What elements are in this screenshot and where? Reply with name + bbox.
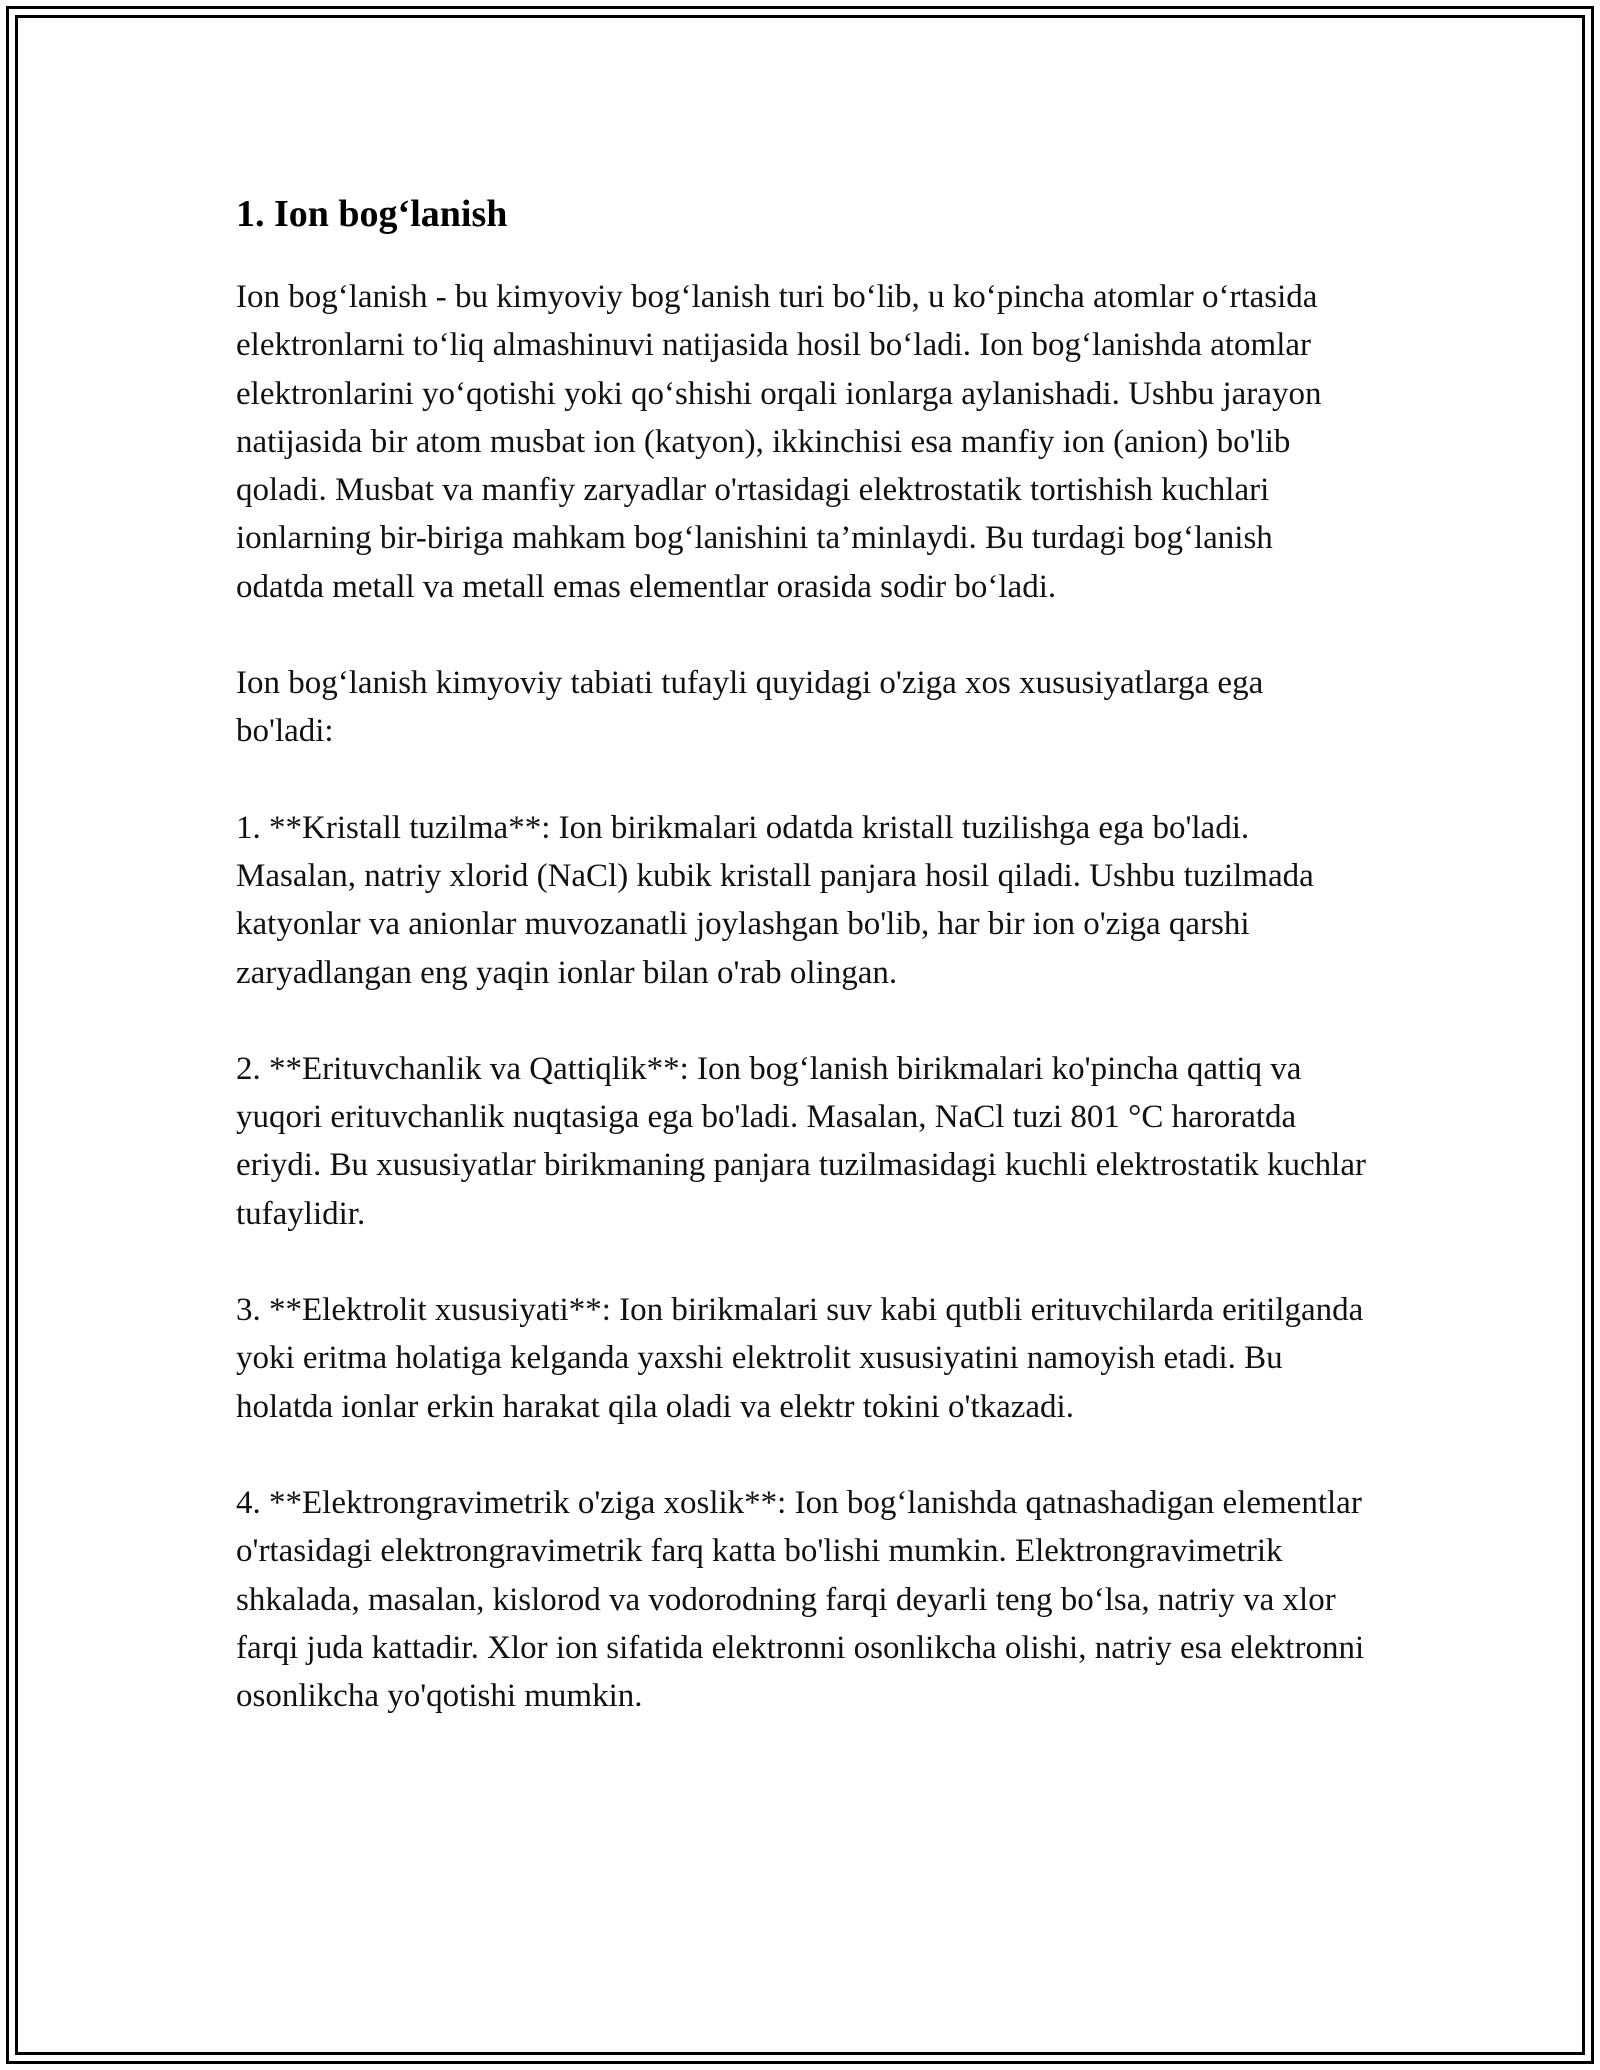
property-electrolyte: 3. **Elektrolit xususiyati**: Ion birikmalari suv kabi qutbli erituvchilarda eritilganda yoki eritma holatiga kelganda yaxshi elektrolit xususiyatini namoyish etadi. Bu holatda ionlar erkin harakat qila oladi va elektr tokini o'tkazadi. <box>236 1292 1364 1425</box>
section-title: 1. Ion bog‘lanish <box>236 193 508 235</box>
property-crystal-structure: 1. **Kristall tuzilma**: Ion birikmalari odatda kristall tuzilishga ega bo'ladi. Masalan, natriy xlorid (NaCl) kubik kristall panjara hosil qiladi. Ushbu tuzilmada katyonlar va anionlar muvozanatli joylashgan bo'lib, har bir ion o'ziga qarshi zaryadlangan eng yaqin ionlar bilan o'rab olingan. <box>236 809 1314 991</box>
properties-intro-paragraph: Ion bog‘lanish kimyoviy tabiati tufayli quyidagi o'ziga xos xususiyatlarga ega bo'ladi: <box>236 665 1264 750</box>
document-body <box>236 186 1366 1768</box>
intro-paragraph: Ion bog‘lanish - bu kimyoviy bog‘lanish turi bo‘lib, u ko‘pincha atomlar o‘rtasida elektronlarni to‘liq almashinuvi natijasida hosil bo‘ladi. Ion bog‘lanishda atomlar elektronlarini yo‘qotishi yoki qo‘shishi orqali ionlarga aylanishadi. Ushbu jarayon natijasida bir atom musbat ion (katyon), ikkinchisi esa manfiy ion (anion) bo'lib qoladi. Musbat va manfiy zaryadlar o'rtasidagi elektrostatik tortishish kuchlari ionlarning bir-biriga mahkam bog‘lanishini ta’minlaydi. Bu turdagi bog‘lanish odatda metall va metall emas elementlar orasida sodir bo‘ladi. <box>236 279 1322 605</box>
property-electronegativity: 4. **Elektrongravimetrik o'ziga xoslik**: Ion bog‘lanishda qatnashadigan elementlar o'rtasidagi elektrongravimetrik farq katta bo'lishi mumkin. Elektrongravimetrik shkalada, masalan, kislorod va vodorodning farqi deyarli teng bo‘lsa, natriy va xlor farqi juda kattadir. Xlor ion sifatida elektronni osonlikcha olishi, natriy esa elektronni osonlikcha yo'qotishi mumkin. <box>236 1484 1365 1715</box>
property-melting-hardness: 2. **Erituvchanlik va Qattiqlik**: Ion bog‘lanish birikmalari ko'pincha qattiq va yuqori erituvchanlik nuqtasiga ega bo'ladi. Masalan, NaCl tuzi 801 °C haroratda eriydi. Bu xususiyatlar birikmaning panjara tuzilmasidagi kuchli elektrostatik kuchlar tufaylidir. <box>236 1050 1366 1232</box>
